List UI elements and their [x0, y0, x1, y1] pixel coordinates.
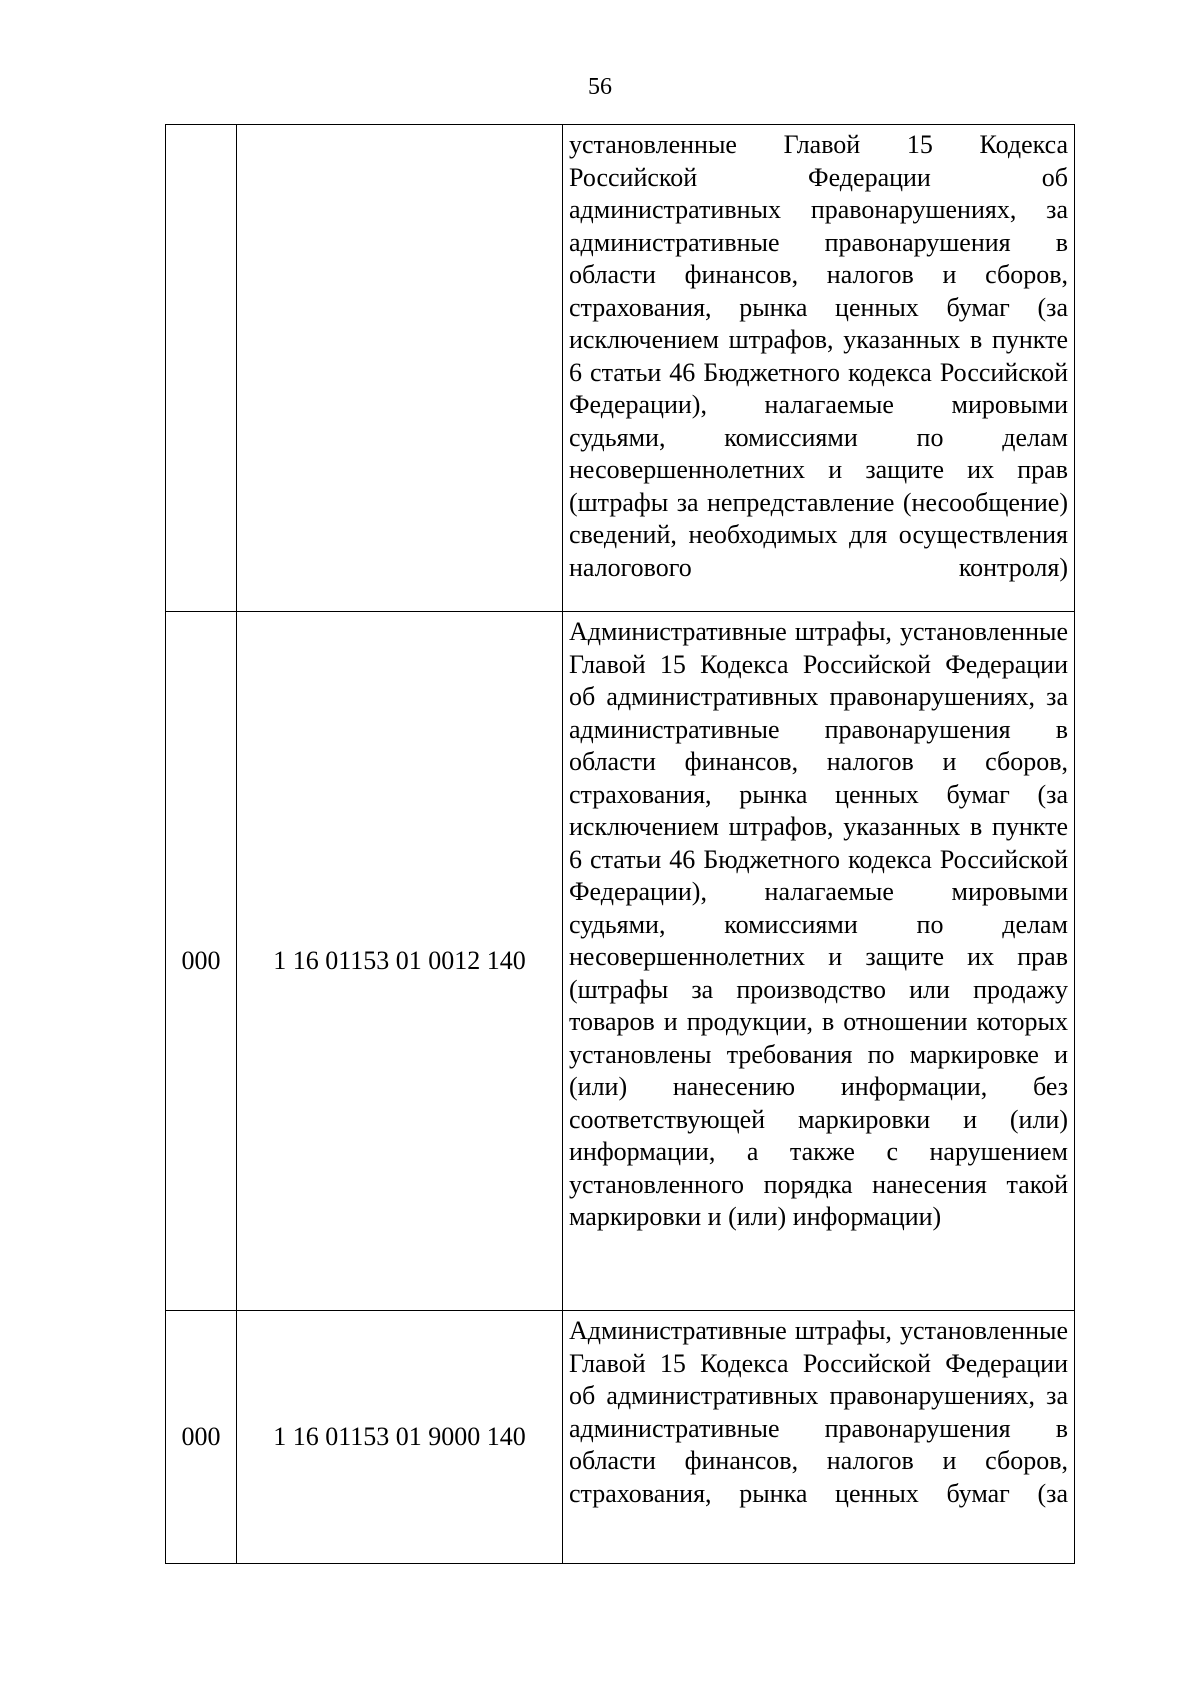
budget-code-cell: [237, 125, 563, 612]
admin-code-cell: 000: [166, 1311, 237, 1564]
description-text: Административные штрафы, установленные Главой 15 Кодекса Российской Федерации об административных правонарушениях, за административные правонарушения в области финансов, налогов и сборов, страхования, рынка ценных бумаг (за: [569, 1316, 1068, 1508]
description-text: Административные штрафы, установленные Главой 15 Кодекса Российской Федерации об административных правонарушениях, за административные правонарушения в области финансов, налогов и сборов, страхования, рынка ценных бумаг (за исключением штрафов, указанных в пункте 6 статьи 46 Бюджетного кодекса Российской Федерации), налагаемые мировыми судьями, комиссиями по делам несовершеннолетних и защите их прав (штрафы за производство или продажу товаров и продукции, в отношении которых установлены требования по маркировке и (или) нанесению информации, без соответствующей маркировки и (или) информации, а также с нарушением установленного порядка нанесения такой маркировки и (или) информации): [569, 617, 1068, 1231]
budget-classification-table: [165, 124, 1075, 1564]
page-number: 56: [588, 74, 612, 100]
table-row: [166, 612, 1075, 1311]
admin-code-cell: [166, 125, 237, 612]
description-cell: [563, 1311, 1075, 1564]
budget-code-cell: 1 16 01153 01 9000 140: [237, 1311, 563, 1564]
admin-code-cell: 000: [166, 612, 237, 1311]
description-cell: [563, 612, 1075, 1311]
table-row: [166, 1311, 1075, 1564]
description-text: установленные Главой 15 Кодекса Российской Федерации об административных правонарушениях, за административные правонарушения в области финансов, налогов и сборов, страхования, рынка ценных бумаг (за исключением штрафов, указанных в пункте 6 статьи 46 Бюджетного кодекса Российской Федерации), налагаемые мировыми судьями, комиссиями по делам несовершеннолетних и защите их прав (штрафы за непредставление (несообщение) сведений, необходимых для осуществления налогового контроля): [569, 130, 1068, 582]
table-row: [166, 125, 1075, 612]
budget-code-cell: 1 16 01153 01 0012 140: [237, 612, 563, 1311]
description-cell: [563, 125, 1075, 612]
